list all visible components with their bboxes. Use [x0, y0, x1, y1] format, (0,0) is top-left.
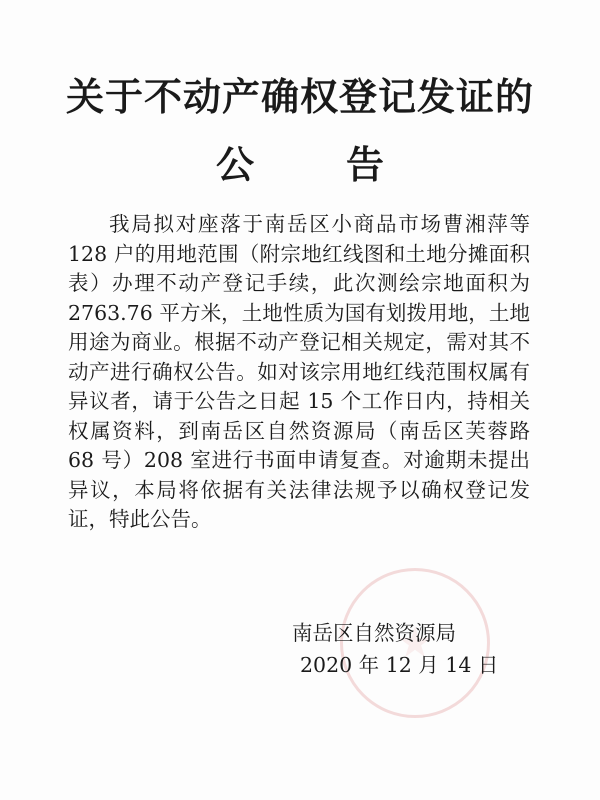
notice-body: 我局拟对座落于南岳区小商品市场曹湘萍等 128 户的用地范围（附宗地红线图和土地分摊面积表）办理不动产登记手续，此次测绘宗地面积为 2763.76 平方米，土地性质为国有划拨用地，土地用途为商业。根据不动产登记相关规定，需对其不动产进行确权公告。如对该宗用地红线范围权属有异议者，请于公告之日起 15 个工作日内，持相关权属资料，到南岳区自然资源局（南岳区芙蓉路 68 号）208 室进行书面申请复查。对逾期未提出异议，本局将依据有关法律法规予以确权登记发证，特此公告。 [68, 212, 530, 531]
notice-title: 关于不动产确权登记发证的 [65, 74, 534, 119]
issue-date: 2020 年 12 月 14 日 [300, 653, 499, 677]
subtitle-char-1: 公 [215, 142, 254, 187]
subtitle-char-2: 告 [346, 142, 385, 187]
notice-subtitle [0, 138, 600, 192]
issuer-signature: 南岳区自然资源局 [292, 621, 456, 645]
